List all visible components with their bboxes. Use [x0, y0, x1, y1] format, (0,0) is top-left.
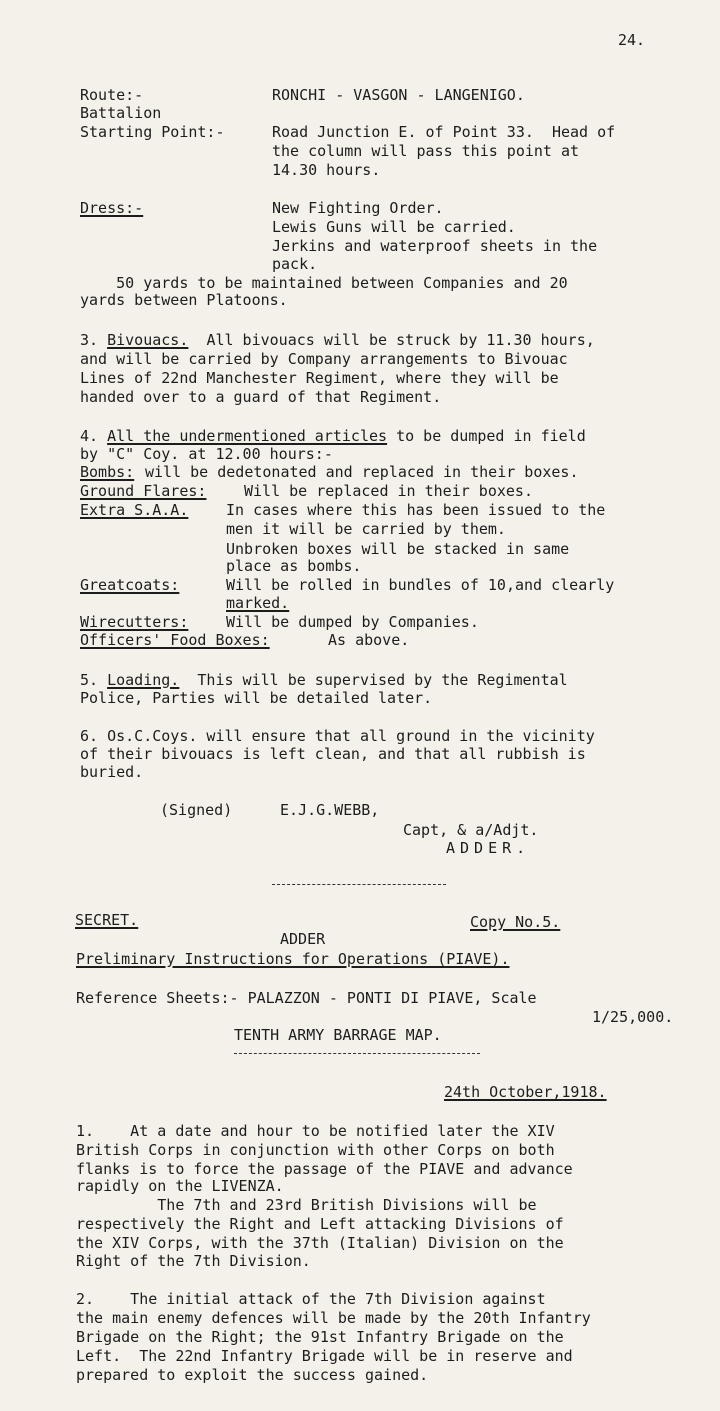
- para1-line: Right of the 7th Division.: [76, 1252, 311, 1270]
- item-text: will be dedetonated and replaced in their boxes.: [145, 463, 579, 481]
- para5-heading: Loading.: [107, 671, 180, 689]
- para2-line: Left. The 22nd Infantry Brigade will be in reserve and: [76, 1347, 573, 1365]
- item-text: As above.: [328, 631, 410, 649]
- para1-line: rapidly on the LIVENZA.: [76, 1177, 284, 1195]
- item-label-wirecutters: Wirecutters:: [80, 613, 189, 631]
- document-date: 24th October,1918.: [444, 1083, 607, 1101]
- dress-line: pack.: [272, 255, 318, 273]
- item-label-extra-saa: Extra S.A.A.: [80, 501, 189, 519]
- para1-line: 1. At a date and hour to be notified later the XIV: [76, 1122, 555, 1140]
- para4-first-text: to be dumped in field: [396, 427, 586, 445]
- para1-line: respectively the Right and Left attacking Divisions of: [76, 1215, 564, 1233]
- para4-first-line: [80, 427, 586, 445]
- para3-first-line: [80, 331, 595, 349]
- starting-point-line: Road Junction E. of Point 33. Head of: [272, 123, 616, 141]
- item-text: Will be replaced in their boxes.: [244, 482, 533, 500]
- signatory-unit: ADDER.: [446, 839, 531, 857]
- para5-first-text: This will be supervised by the Regimental: [197, 671, 568, 689]
- starting-point-line: 14.30 hours.: [272, 161, 381, 179]
- copy-number: Copy No.5.: [470, 913, 561, 931]
- item-label-ground-flares: Ground Flares:: [80, 482, 207, 500]
- dress-label: Dress:-: [80, 199, 144, 217]
- spacing-line: 50 yards to be maintained between Companies and 20: [80, 274, 568, 292]
- codename: ADDER: [280, 930, 326, 948]
- item-label-greatcoats: Greatcoats:: [80, 576, 180, 594]
- para6-line: of their bivouacs is left clean, and that all rubbish is: [80, 745, 586, 763]
- reference-line-2: 1/25,000.: [592, 1008, 674, 1026]
- section-divider: [272, 884, 446, 885]
- item-text: Will be rolled in bundles of 10,and clearly: [226, 576, 615, 594]
- para3-line: and will be carried by Company arrangements to Bivouac: [80, 350, 568, 368]
- para6-line: 6. Os.C.Coys. will ensure that all ground in the vicinity: [80, 727, 595, 745]
- item-text: marked.: [226, 594, 290, 612]
- para1-line: British Corps in conjunction with other Corps on both: [76, 1141, 555, 1159]
- signatory-name: E.J.G.WEBB,: [280, 801, 380, 819]
- item-text: Will be dumped by Companies.: [226, 613, 479, 631]
- para5-number: 5.: [80, 671, 99, 689]
- dress-line: New Fighting Order.: [272, 199, 444, 217]
- para1-line: The 7th and 23rd British Divisions will be: [76, 1196, 537, 1214]
- para1-line: flanks is to force the passage of the PIAVE and advance: [76, 1160, 573, 1178]
- dress-line: Lewis Guns will be carried.: [272, 218, 516, 236]
- secret-label: SECRET.: [75, 911, 139, 929]
- item-label-bombs: Bombs:: [80, 463, 135, 481]
- para2-line: the main enemy defences will be made by the 20th Infantry: [76, 1309, 591, 1327]
- para3-first-text: All bivouacs will be struck by 11.30 hours,: [206, 331, 595, 349]
- para5-first-line: [80, 671, 568, 689]
- para1-line: the XIV Corps, with the 37th (Italian) Division on the: [76, 1234, 564, 1252]
- item-text: Unbroken boxes will be stacked in same: [226, 540, 570, 558]
- map-title-underline: [234, 1053, 480, 1054]
- dress-line: Jerkins and waterproof sheets in the: [272, 237, 598, 255]
- para3-number: 3.: [80, 331, 99, 349]
- para6-line: buried.: [80, 763, 144, 781]
- para2-line: 2. The initial attack of the 7th Division against: [76, 1290, 546, 1308]
- signed-label: (Signed): [160, 801, 233, 819]
- para4-heading: All the undermentioned articles: [107, 427, 388, 445]
- starting-point-label-1: Battalion: [80, 104, 162, 122]
- para3-line: Lines of 22nd Manchester Regiment, where they will be: [80, 369, 559, 387]
- para3-line: handed over to a guard of that Regiment.: [80, 388, 442, 406]
- item-text: men it will be carried by them.: [226, 520, 506, 538]
- spacing-line: yards between Platoons.: [80, 291, 288, 309]
- item-text: place as bombs.: [226, 557, 362, 575]
- route-value: RONCHI - VASGON - LANGENIGO.: [272, 86, 525, 104]
- para2-line: prepared to exploit the success gained.: [76, 1366, 429, 1384]
- para4-number: 4.: [80, 427, 99, 445]
- para4-second-line: by "C" Coy. at 12.00 hours:-: [80, 445, 333, 463]
- signatory-rank: Capt, & a/Adjt.: [403, 821, 539, 839]
- map-title: TENTH ARMY BARRAGE MAP.: [234, 1026, 442, 1044]
- document-title: Preliminary Instructions for Operations (PIAVE).: [76, 950, 510, 968]
- para2-line: Brigade on the Right; the 91st Infantry Brigade on the: [76, 1328, 564, 1346]
- page-number: 24.: [618, 31, 646, 49]
- reference-line-1: Reference Sheets:- PALAZZON - PONTI DI PIAVE, Scale: [76, 989, 537, 1007]
- starting-point-line: the column will pass this point at: [272, 142, 580, 160]
- para3-heading: Bivouacs.: [107, 331, 189, 349]
- item-text: In cases where this has been issued to the: [226, 501, 606, 519]
- route-label: Route:-: [80, 86, 144, 104]
- item-label-officers-food-boxes: Officers' Food Boxes:: [80, 631, 270, 649]
- starting-point-label-2: Starting Point:-: [80, 123, 225, 141]
- para5-line: Police, Parties will be detailed later.: [80, 689, 433, 707]
